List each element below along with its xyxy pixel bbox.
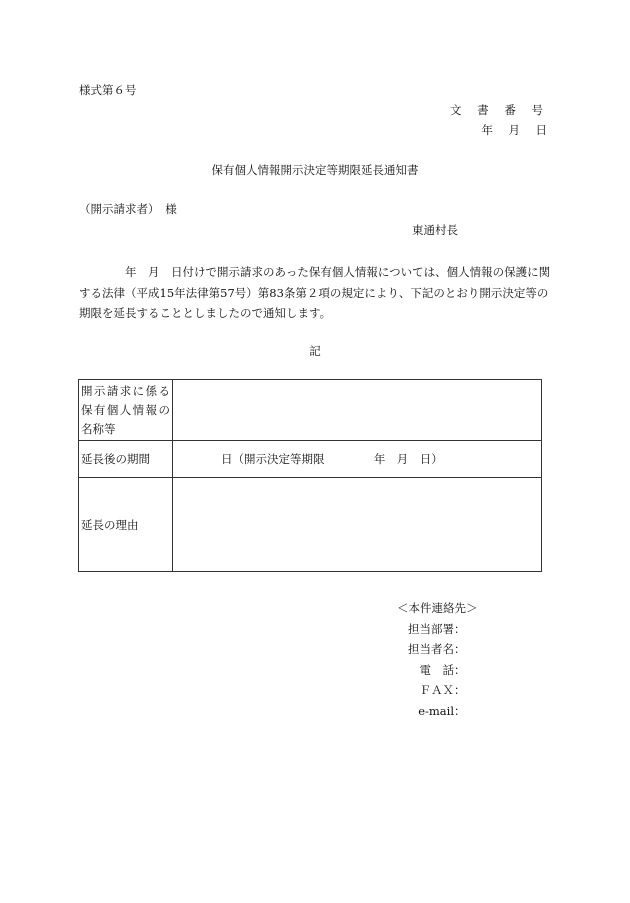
notice-body-text: 年 月 日付けで開示請求のあった保有個人情報については、個人情報の保護に関する法律（平成15年法律第57号）第83条第２項の規定により、下記のとおり開示決定等の期限を延長することとしましたので通知します。 (79, 265, 551, 320)
form-number: 様式第６号 (79, 83, 137, 97)
extended-period-deadline: 年 月 日） (373, 452, 443, 466)
issuer-name: 東通村長 (412, 223, 458, 237)
ki-heading: 記 (309, 344, 321, 358)
document-number-label: 文 書 番 号 (450, 103, 549, 117)
contact-email-label: e-mail (418, 703, 454, 718)
document-title: 保有個人情報開示決定等期限延長通知書 (211, 163, 419, 177)
notice-details-table (78, 379, 542, 572)
contact-row-email (397, 701, 478, 722)
contact-colon: ： (454, 683, 466, 697)
contact-colon: ： (454, 621, 466, 636)
contact-row-person (397, 639, 478, 660)
contact-row-dept (397, 619, 478, 640)
extension-reason-value-cell (173, 478, 542, 572)
extended-period-label: 延長後の期間 (79, 441, 173, 478)
contact-fax-label: ＦＡＸ (419, 683, 454, 697)
contact-heading: ＜本件連絡先＞ (397, 601, 478, 615)
extension-reason-label: 延長の理由 (79, 478, 173, 572)
info-name-label-cell (79, 380, 173, 441)
contact-info-block (397, 598, 478, 721)
contact-row-phone (397, 660, 478, 681)
contact-colon: ： (454, 703, 466, 718)
contact-colon: ： (454, 662, 466, 677)
table-row-extended-period (79, 441, 542, 478)
extended-period-value-cell (173, 441, 542, 478)
extended-period-days: 日（開示決定等期限 (221, 452, 325, 466)
info-name-value-cell (173, 380, 542, 441)
table-row-info-name (79, 380, 542, 441)
document-date-label: 年 月 日 (481, 123, 549, 137)
table-row-extension-reason (79, 478, 542, 572)
contact-colon: ： (454, 642, 466, 656)
contact-dept-label: 担当部署 (408, 621, 454, 636)
recipient-line: （開示請求者） 様 (79, 202, 177, 216)
contact-row-fax (397, 680, 478, 701)
contact-phone-label: 電 話 (419, 662, 454, 677)
info-name-label: 開示請求に係る保有個人情報の名称等 (81, 383, 170, 436)
contact-person-label: 担当者名 (408, 642, 454, 656)
